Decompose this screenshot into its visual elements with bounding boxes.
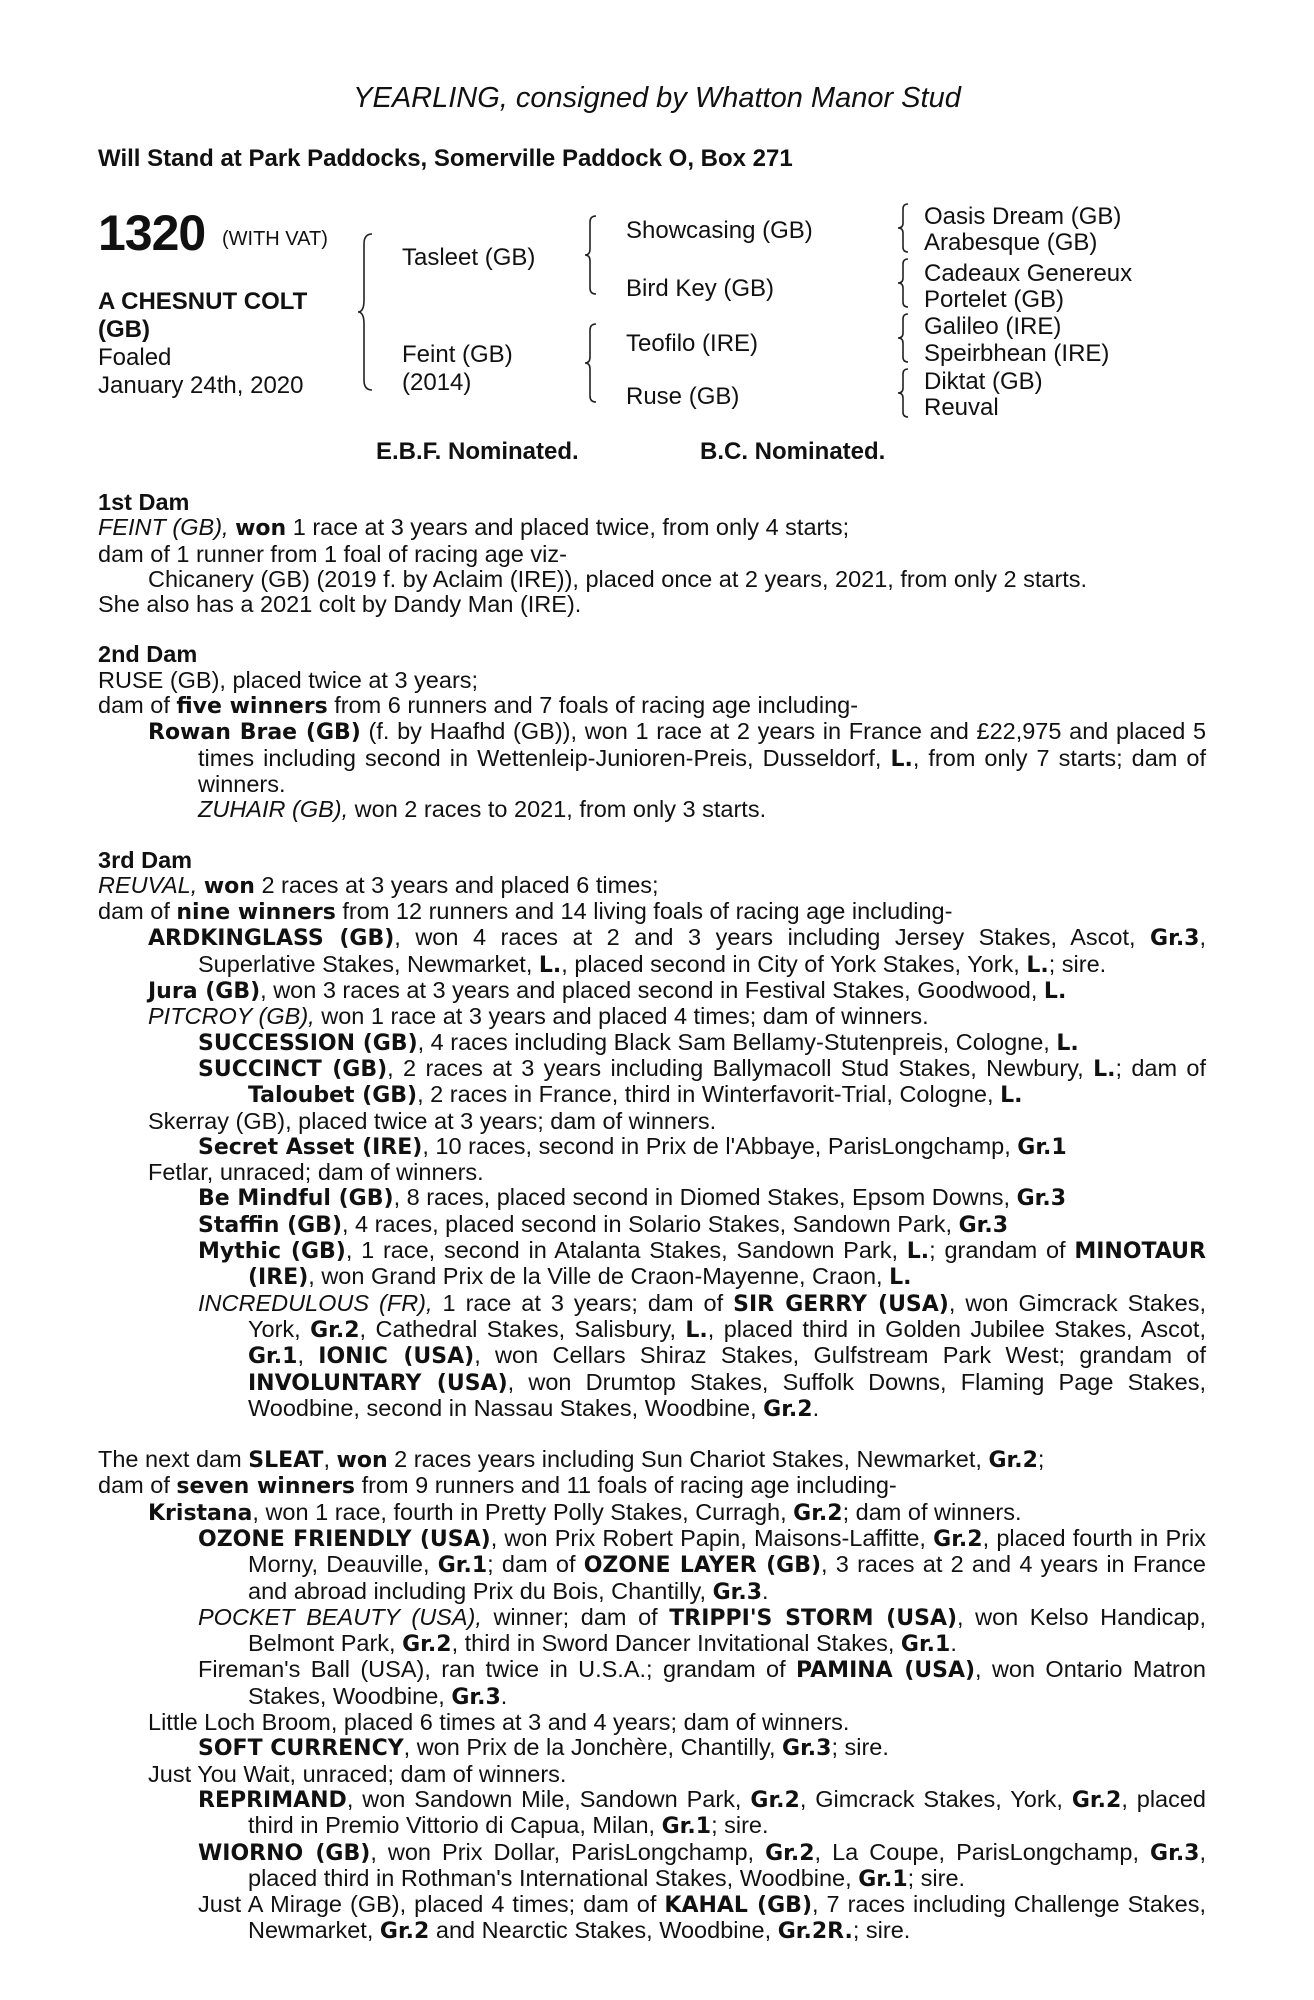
lot-description	[98, 288, 358, 344]
second-dam-line: RUSE (GB), placed twice at 3 years;	[98, 666, 479, 693]
produce-entry: Just A Mirage (GB), placed 4 times; dam of KAHAL (GB), 7 races including Challenge Stakes, Newmarket, Gr.2 and Nearctic Stakes, Woodbine, Gr.2R.; sire.	[198, 1891, 1206, 1945]
foaled-block	[98, 344, 304, 400]
next-dam-line: dam of seven winners from 9 runners and 11 foals of racing age including-	[98, 1472, 897, 1500]
produce-entry: Kristana, won 1 race, fourth in Pretty Polly Stakes, Curragh, Gr.2; dam of winners.	[148, 1498, 1022, 1526]
third-dam-line: REUVAL, won 2 races at 3 years and placed 6 times;	[98, 871, 659, 899]
lot-number: 1320	[98, 205, 206, 261]
pedigree-g4: Portelet (GB)	[924, 286, 1065, 313]
pedigree-brace-g1	[895, 202, 911, 254]
produce-entry: SUCCESSION (GB), 4 races including Black Sam Bellamy-Stutenpreis, Cologne, L.	[198, 1028, 1079, 1056]
second-dam-line: dam of five winners from 6 runners and 7 foals of racing age including-	[98, 692, 859, 720]
produce-entry: Rowan Brae (GB) (f. by Haafhd (GB)), won 1 race at 2 years in France and £22,975 and placed 5 times including second in Wettenleip-Junioren-Preis, Dusseldorf, L., from only 7 starts; dam of winners.	[148, 718, 1207, 797]
pedigree-dam: Feint (GB)	[402, 341, 513, 368]
produce-entry: SUCCINCT (GB), 2 races at 3 years including Ballymacoll Stud Stakes, Newbury, L.; dam of Taloubet (GB), 2 races in France, third in Winterfavorit-Trial, Cologne, L.	[198, 1054, 1206, 1109]
lot-description-line2: (GB)	[98, 316, 150, 343]
catalogue-title: YEARLING, consigned by Whatton Manor Stud	[353, 82, 961, 114]
produce-entry: Skerray (GB), placed twice at 3 years; dam of winners.	[148, 1107, 717, 1134]
produce-entry: Staffin (GB), 4 races, placed second in Solario Stakes, Sandown Park, Gr.3	[198, 1210, 1009, 1238]
produce-entry: REPRIMAND, won Sandown Mile, Sandown Park, Gr.2, Gimcrack Stakes, York, Gr.2, placed third in Premio Vittorio di Capua, Milan, Gr.1; sire.	[198, 1785, 1207, 1840]
produce-entry: INCREDULOUS (FR), 1 race at 3 years; dam of SIR GERRY (USA), won Gimcrack Stakes, York, Gr.2, Cathedral Stakes, Salisbury, L., placed third in Golden Jubilee Stakes, Ascot, Gr.1, IONIC (USA), won Cellars Shiraz Stakes, Gulfstream Park West; grandam of INVOLUNTARY (USA), won Drumtop Stakes, Suffolk Downs, Flaming Page Stakes, Woodbine, second in Nassau Stakes, Woodbine, Gr.2.	[198, 1289, 1207, 1422]
first-dam-line: She also has a 2021 colt by Dandy Man (IRE).	[98, 591, 582, 618]
produce-entry: Fireman's Ball (USA), ran twice in U.S.A.; grandam of PAMINA (USA), won Ontario Matron Stakes, Woodbine, Gr.3.	[198, 1656, 1207, 1710]
pedigree-g3: Cadeaux Genereux	[924, 260, 1133, 287]
pedigree-brace-dam	[583, 322, 599, 404]
produce-entry: Fetlar, unraced; dam of winners.	[148, 1159, 484, 1186]
pedigree-sire: Tasleet (GB)	[402, 244, 536, 271]
pedigree-brace-g2	[895, 257, 911, 309]
foaled-label: Foaled	[98, 344, 172, 371]
produce-entry: Just You Wait, unraced; dam of winners.	[148, 1760, 567, 1787]
pedigree-dam-dam: Ruse (GB)	[626, 383, 740, 410]
pedigree-sire-dam: Bird Key (GB)	[626, 275, 775, 302]
pedigree-brace-g3	[895, 312, 911, 364]
pedigree-g8: Reuval	[924, 394, 999, 421]
third-dam-heading: 3rd Dam	[98, 846, 193, 873]
ebf-nomination: E.B.F. Nominated.	[376, 438, 579, 465]
produce-entry: Mythic (GB), 1 race, second in Atalanta Stakes, Sandown Park, L.; grandam of MINOTAUR (IRE), won Grand Prix de la Ville de Craon-Mayenne, Craon, L.	[198, 1237, 1206, 1291]
pedigree-dam-year: (2014)	[402, 369, 472, 396]
pedigree-dam-sire: Teofilo (IRE)	[626, 330, 759, 357]
pedigree-g6: Speirbhean (IRE)	[924, 340, 1110, 367]
produce-entry: Be Mindful (GB), 8 races, placed second in Diomed Stakes, Epsom Downs, Gr.3	[198, 1184, 1067, 1212]
second-dam-heading: 2nd Dam	[98, 641, 198, 668]
first-dam-line: dam of 1 runner from 1 foal of racing age viz-	[98, 540, 567, 567]
pedigree-brace-sire	[583, 214, 599, 296]
produce-record	[98, 490, 1206, 1945]
produce-entry: SOFT CURRENCY, won Prix de la Jonchère, Chantilly, Gr.3; sire.	[198, 1734, 889, 1762]
stand-location: Will Stand at Park Paddocks, Somerville Paddock O, Box 271	[98, 145, 793, 172]
vat-note: (WITH VAT)	[222, 228, 328, 250]
produce-entry: OZONE FRIENDLY (USA), won Prix Robert Papin, Maisons-Laffitte, Gr.2, placed fourth in Prix Morny, Deauville, Gr.1; dam of OZONE LAYER (GB), 3 races at 2 and 4 years in France and abroad including Prix du Bois, Chantilly, Gr.3.	[198, 1524, 1207, 1605]
produce-entry: Jura (GB), won 3 races at 3 years and placed second in Festival Stakes, Goodwood, L.	[148, 977, 1067, 1005]
produce-entry: Secret Asset (IRE), 10 races, second in Prix de l'Abbaye, ParisLongchamp, Gr.1	[198, 1132, 1067, 1160]
foaled-date: January 24th, 2020	[98, 372, 304, 399]
pedigree-sire-sire: Showcasing (GB)	[626, 217, 813, 244]
produce-entry: POCKET BEAUTY (USA), winner; dam of TRIPPI'S STORM (USA), won Kelso Handicap, Belmont Park, Gr.2, third in Sword Dancer Invitational Stakes, Gr.1.	[198, 1603, 1206, 1658]
third-dam-line: dam of nine winners from 12 runners and 14 living foals of racing age including-	[98, 898, 953, 926]
pedigree-g5: Galileo (IRE)	[924, 313, 1062, 340]
bc-nomination: B.C. Nominated.	[700, 438, 886, 465]
produce-entry: ARDKINGLASS (GB), won 4 races at 2 and 3 years including Jersey Stakes, Ascot, Gr.3, Superlative Stakes, Newmarket, L., placed second in City of York Stakes, York, L.; sire.	[148, 924, 1207, 978]
produce-entry: ZUHAIR (GB), won 2 races to 2021, from only 3 starts.	[198, 796, 767, 823]
next-dam-line: The next dam SLEAT, won 2 races years including Sun Chariot Stakes, Newmarket, Gr.2;	[98, 1446, 1045, 1474]
first-dam-heading: 1st Dam	[98, 489, 190, 515]
pedigree-g7: Diktat (GB)	[924, 368, 1043, 395]
first-dam-produce: Chicanery (GB) (2019 f. by Aclaim (IRE)), placed once at 2 years, 2021, from only 2 starts.	[148, 565, 1088, 592]
produce-entry: Little Loch Broom, placed 6 times at 3 and 4 years; dam of winners.	[148, 1709, 850, 1736]
produce-entry: WIORNO (GB), won Prix Dollar, ParisLongchamp, Gr.2, La Coupe, ParisLongchamp, Gr.3, placed third in Rothman's International Stakes, Woodbine, Gr.1; sire.	[198, 1838, 1207, 1892]
produce-entry: PITCROY (GB), won 1 race at 3 years and placed 4 times; dam of winners.	[148, 1003, 929, 1030]
pedigree-brace-main	[356, 232, 376, 392]
pedigree-g1: Oasis Dream (GB)	[924, 203, 1122, 230]
pedigree-brace-g4	[895, 367, 911, 419]
first-dam-line: FEINT (GB), won 1 race at 3 years and placed twice, from only 4 starts;	[98, 514, 850, 542]
lot-description-line1: A CHESNUT COLT	[98, 288, 308, 315]
pedigree-g2: Arabesque (GB)	[924, 229, 1098, 256]
